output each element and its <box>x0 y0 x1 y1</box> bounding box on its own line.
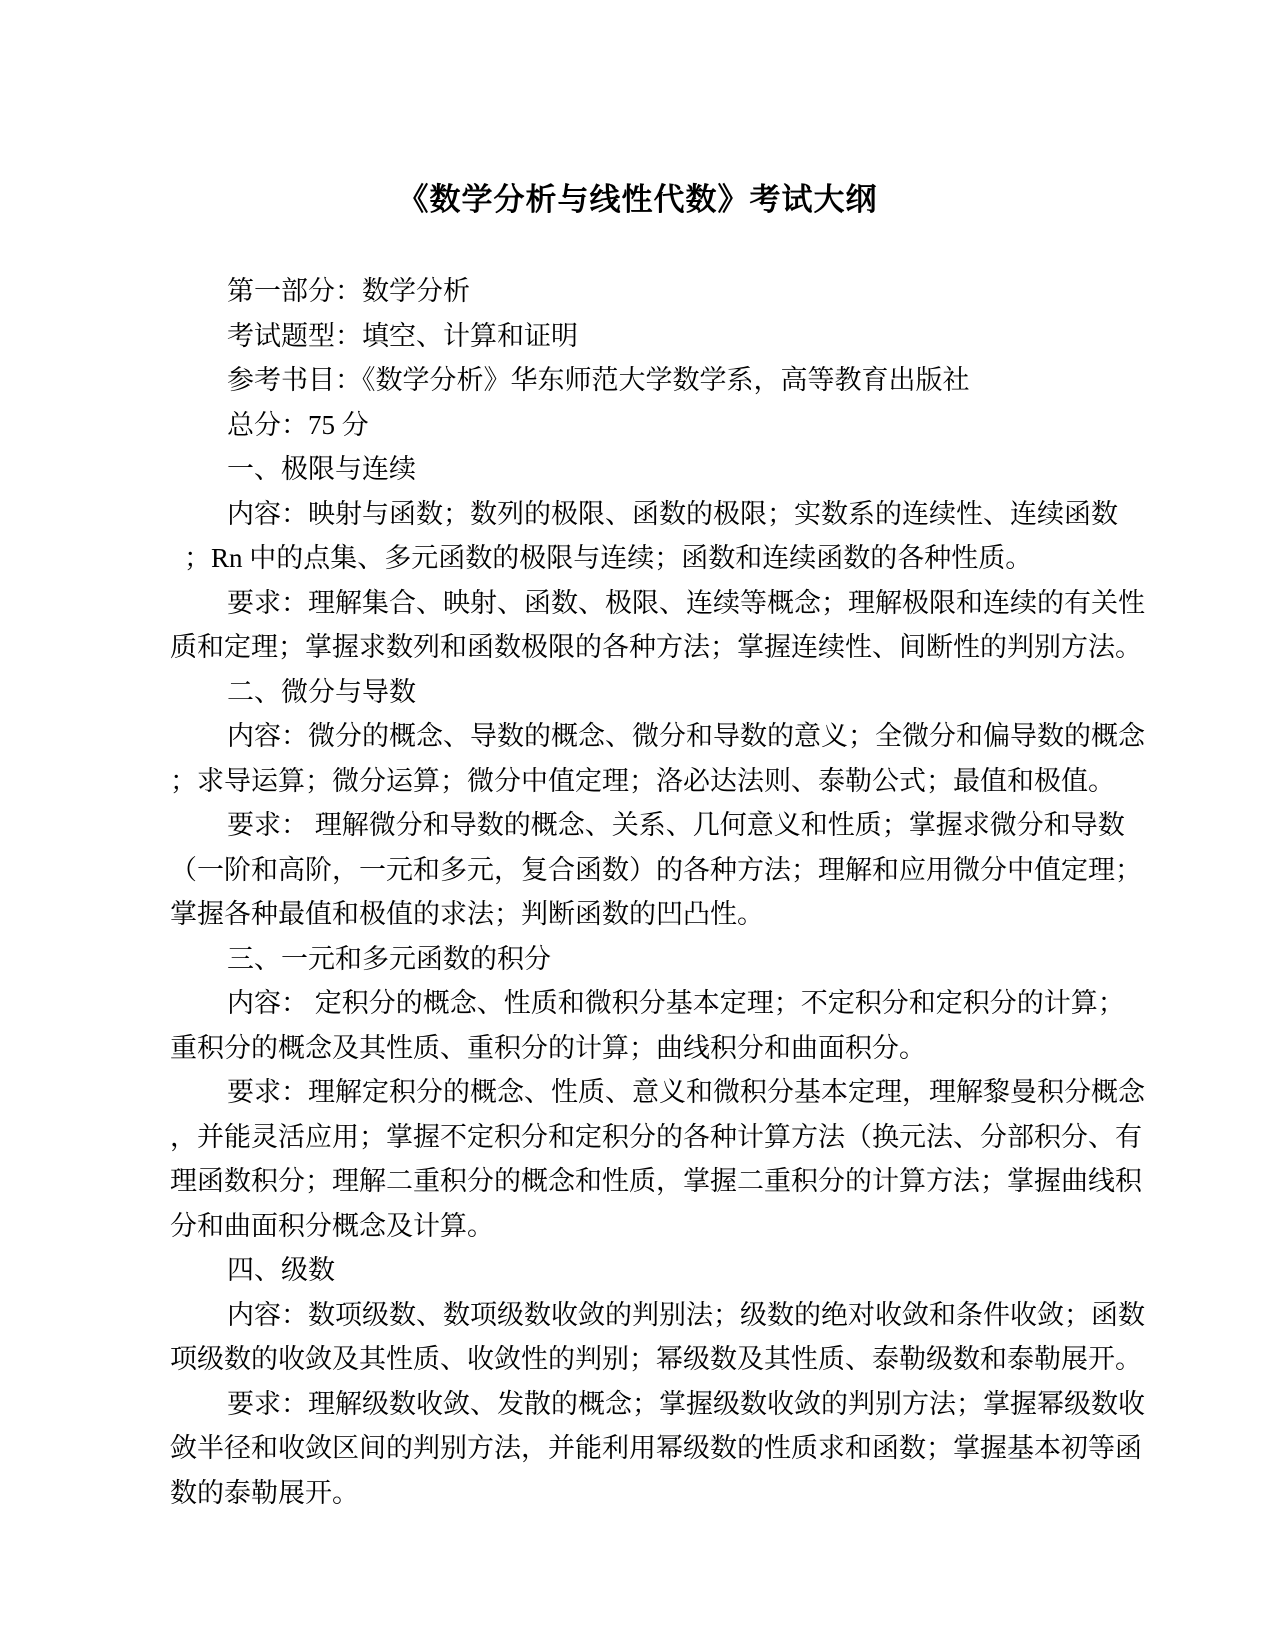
text-line-section3-require-2: ，并能灵活应用；掌握不定积分和定积分的各种计算方法（换元法、分部积分、有 <box>170 1121 1142 1152</box>
text-line-section1-content-1: 内容：映射与函数；数列的极限、函数的极限；实数系的连续性、连续函数 <box>227 498 1118 529</box>
text-line-section4-heading: 四、级数 <box>227 1255 335 1285</box>
text-line-reference-books: 参考书目：《数学分析》华东师范大学数学系，高等教育出版社 <box>227 365 970 395</box>
text-line-section4-require-2: 敛半径和收敛区间的判别方法，并能利用幂级数的性质求和函数；掌握基本初等函 <box>170 1433 1142 1463</box>
text-line-section1-heading: 一、极限与连续 <box>227 454 416 484</box>
document-body <box>170 269 1145 1515</box>
text-line-exam-types: 考试题型：填空、计算和证明 <box>227 320 578 351</box>
text-line-section1-content-2: ；Rn 中的点集、多元函数的极限与连续；函数和连续函数的各种性质。 <box>184 543 1033 573</box>
text-line-section2-require-3: 掌握各种最值和极值的求法；判断函数的凹凸性。 <box>170 899 764 929</box>
text-line-section4-content-2: 项级数的收敛及其性质、收敛性的判别；幂级数及其性质、泰勒级数和泰勒展开。 <box>170 1344 1142 1374</box>
text-line-section2-require-2: （一阶和高阶，一元和多元，复合函数）的各种方法；理解和应用微分中值定理； <box>170 854 1142 885</box>
text-line-section3-heading: 三、一元和多元函数的积分 <box>227 943 551 974</box>
text-line-section2-heading: 二、微分与导数 <box>227 676 416 707</box>
text-line-section3-require-3: 理函数积分；理解二重积分的概念和性质，掌握二重积分的计算方法；掌握曲线积 <box>170 1166 1142 1196</box>
text-line-section2-require-1: 要求： 理解微分和导数的概念、关系、几何意义和性质；掌握求微分和导数 <box>227 810 1125 840</box>
text-line-section1-require-2: 质和定理；掌握求数列和函数极限的各种方法；掌握连续性、间断性的判别方法。 <box>170 632 1142 662</box>
text-line-section3-content-2: 重积分的概念及其性质、重积分的计算；曲线积分和曲面积分。 <box>170 1032 926 1063</box>
document-title: 《数学分析与线性代数》考试大纲 <box>397 182 878 217</box>
text-line-section3-require-4: 分和曲面积分概念及计算。 <box>170 1210 494 1241</box>
text-line-section2-content-2: ；求导运算；微分运算；微分中值定理；洛必达法则、泰勒公式；最值和极值。 <box>170 765 1115 796</box>
text-line-section3-content-1: 内容： 定积分的概念、性质和微积分基本定理；不定积分和定积分的计算； <box>227 988 1125 1018</box>
text-line-section4-require-1: 要求：理解级数收敛、发散的概念；掌握级数收敛的判别方法；掌握幂级数收 <box>227 1388 1145 1419</box>
text-line-section4-require-3: 数的泰勒展开。 <box>170 1477 359 1508</box>
text-line-part1-heading: 第一部分：数学分析 <box>227 276 470 306</box>
text-line-section1-require-1: 要求：理解集合、映射、函数、极限、连续等概念；理解极限和连续的有关性 <box>227 587 1145 618</box>
text-line-section4-content-1: 内容：数项级数、数项级数收敛的判别法；级数的绝对收敛和条件收敛；函数 <box>227 1299 1145 1330</box>
text-line-section3-require-1: 要求：理解定积分的概念、性质、意义和微积分基本定理，理解黎曼积分概念 <box>227 1077 1145 1107</box>
text-line-total-score: 总分：75 分 <box>227 409 369 440</box>
text-line-section2-content-1: 内容：微分的概念、导数的概念、微分和导数的意义；全微分和偏导数的概念 <box>227 721 1145 751</box>
